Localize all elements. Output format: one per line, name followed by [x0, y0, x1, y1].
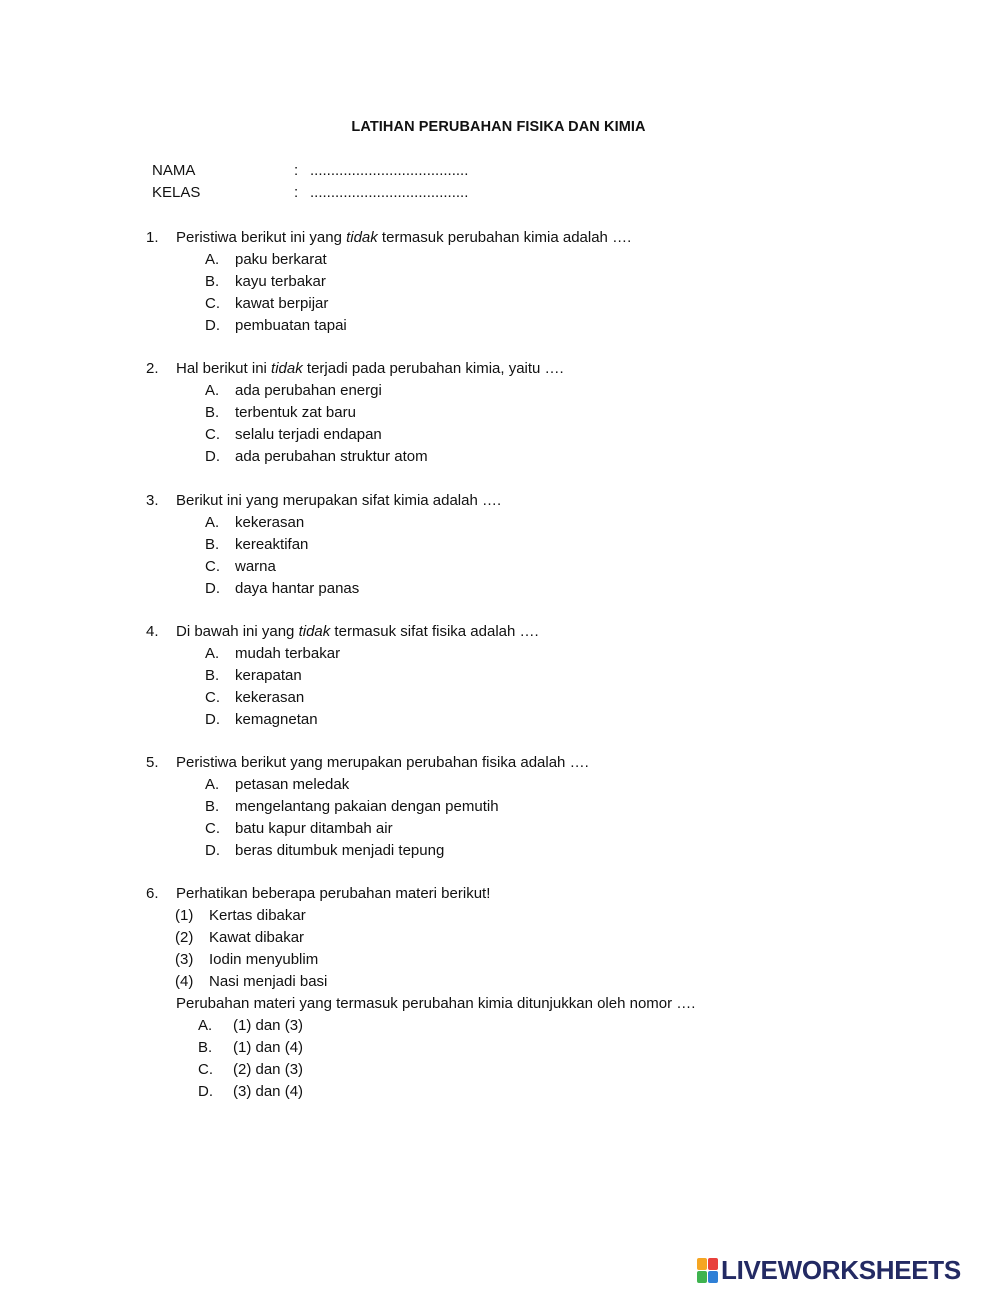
option-b[interactable] [146, 534, 906, 556]
question-4 [146, 621, 906, 731]
question-number: 2. [146, 360, 159, 377]
liveworksheets-logo[interactable] [697, 1256, 961, 1284]
option-letter: D. [205, 842, 220, 859]
option-d[interactable] [146, 315, 906, 337]
option-text: batu kapur ditambah air [235, 820, 393, 837]
option-letter: A. [205, 382, 220, 399]
option-b[interactable] [146, 1037, 906, 1059]
option-c[interactable] [146, 556, 906, 578]
option-letter: B. [205, 273, 220, 290]
option-text: terbentuk zat baru [235, 404, 356, 421]
option-a[interactable] [146, 380, 906, 402]
option-text: ada perubahan struktur atom [235, 448, 428, 465]
stem-text: Peristiwa berikut yang merupakan perubahan fisika adalah …. [176, 754, 589, 771]
list-item [146, 971, 906, 993]
option-text: kerapatan [235, 667, 302, 684]
question-stem [146, 621, 906, 643]
option-a[interactable] [146, 774, 906, 796]
item-text: Iodin menyublim [209, 951, 319, 968]
question-number: 3. [146, 492, 159, 509]
nama-label: NAMA [152, 162, 196, 179]
item-number: (1) [175, 907, 194, 924]
question-2 [146, 358, 906, 468]
option-text: (1) dan (4) [233, 1039, 304, 1056]
logo-block-4 [708, 1271, 718, 1283]
item-number: (3) [175, 951, 194, 968]
question-number: 1. [146, 229, 159, 246]
stem-text: Perhatikan beberapa perubahan materi berikut! [176, 885, 491, 902]
option-letter: A. [205, 514, 220, 531]
option-a[interactable] [146, 249, 906, 271]
option-text: beras ditumbuk menjadi tepung [235, 842, 445, 859]
question-6 [146, 883, 906, 1103]
nama-colon: : [294, 162, 299, 179]
option-letter: D. [198, 1083, 213, 1100]
stem-text-end: termasuk perubahan kimia adalah …. [377, 229, 632, 246]
option-letter: D. [205, 580, 220, 597]
option-letter: D. [205, 448, 220, 465]
option-d[interactable] [146, 709, 906, 731]
question-number: 6. [146, 885, 159, 902]
option-b[interactable] [146, 665, 906, 687]
option-text: mudah terbakar [235, 645, 341, 662]
stem-text: Hal berikut ini [176, 360, 272, 377]
option-d[interactable] [146, 1081, 906, 1103]
option-c[interactable] [146, 293, 906, 315]
option-text: (3) dan (4) [233, 1083, 304, 1100]
stem-emphasis: tidak [346, 229, 378, 246]
option-letter: B. [205, 667, 220, 684]
question-stem [146, 490, 906, 512]
option-text: kekerasan [235, 514, 305, 531]
option-c[interactable] [146, 687, 906, 709]
option-letter: D. [205, 711, 220, 728]
option-b[interactable] [146, 271, 906, 293]
stem-emphasis: tidak [298, 623, 331, 640]
option-d[interactable] [146, 446, 906, 468]
stem-text: Berikut ini yang merupakan sifat kimia adalah …. [176, 492, 502, 509]
item-text: Kertas dibakar [209, 907, 306, 924]
option-letter: C. [205, 426, 220, 443]
option-d[interactable] [146, 578, 906, 600]
option-text: warna [235, 558, 276, 575]
logo-blocks-icon [697, 1258, 718, 1283]
stem-text-end: termasuk sifat fisika adalah …. [330, 623, 539, 640]
option-text: (2) dan (3) [233, 1061, 304, 1078]
option-text: daya hantar panas [235, 580, 360, 597]
item-number: (2) [175, 929, 194, 946]
list-item [146, 949, 906, 971]
option-letter: A. [205, 645, 220, 662]
option-letter: C. [205, 295, 220, 312]
option-text: kemagnetan [235, 711, 318, 728]
option-letter: B. [205, 798, 220, 815]
option-letter: B. [198, 1039, 213, 1056]
option-text: kereaktifan [235, 536, 309, 553]
option-a[interactable] [146, 512, 906, 534]
nama-row [152, 162, 468, 179]
option-a[interactable] [146, 643, 906, 665]
question-stem [146, 358, 906, 380]
kelas-blank[interactable]: ...................................... [310, 184, 469, 201]
option-letter: A. [205, 776, 220, 793]
option-text: kekerasan [235, 689, 305, 706]
question-5 [146, 752, 906, 862]
option-text: (1) dan (3) [233, 1017, 304, 1034]
list-item [146, 905, 906, 927]
logo-text: LIVEWORKSHEETS [721, 1254, 961, 1285]
stem-text: Di bawah ini yang [176, 623, 299, 640]
stem-text-end: terjadi pada perubahan kimia, yaitu …. [302, 360, 564, 377]
option-letter: B. [205, 536, 220, 553]
option-text: paku berkarat [235, 251, 327, 268]
question-1 [146, 227, 906, 337]
item-number: (4) [175, 973, 194, 990]
option-d[interactable] [146, 840, 906, 862]
option-letter: A. [198, 1017, 213, 1034]
option-b[interactable] [146, 402, 906, 424]
option-text: pembuatan tapai [235, 317, 347, 334]
option-text: selalu terjadi endapan [235, 426, 382, 443]
option-c[interactable] [146, 1059, 906, 1081]
option-text: kawat berpijar [235, 295, 329, 312]
stem-emphasis: tidak [271, 360, 303, 377]
stem-text: Peristiwa berikut ini yang [176, 229, 347, 246]
option-a[interactable] [146, 1015, 906, 1037]
logo-block-2 [708, 1258, 718, 1270]
option-letter: C. [198, 1061, 213, 1078]
item-text: Nasi menjadi basi [209, 973, 328, 990]
question-prompt: Perubahan materi yang termasuk perubahan kimia ditunjukkan oleh nomor …. [176, 995, 696, 1012]
question-stem [146, 883, 906, 905]
worksheet-title: LATIHAN PERUBAHAN FISIKA DAN KIMIA [351, 119, 646, 135]
nama-blank[interactable]: ...................................... [310, 162, 469, 179]
option-letter: B. [205, 404, 220, 421]
option-letter: D. [205, 317, 220, 334]
kelas-row [152, 184, 468, 201]
question-stem [146, 752, 906, 774]
question-3 [146, 490, 906, 600]
option-letter: A. [205, 251, 220, 268]
question-number: 5. [146, 754, 159, 771]
kelas-label: KELAS [152, 184, 201, 201]
option-c[interactable] [146, 818, 906, 840]
option-text: ada perubahan energi [235, 382, 382, 399]
kelas-colon: : [294, 184, 299, 201]
question-number: 4. [146, 623, 159, 640]
option-letter: C. [205, 558, 220, 575]
item-text: Kawat dibakar [209, 929, 305, 946]
option-text: petasan meledak [235, 776, 350, 793]
option-text: mengelantang pakaian dengan pemutih [235, 798, 499, 815]
option-c[interactable] [146, 424, 906, 446]
logo-block-3 [697, 1271, 707, 1283]
option-letter: C. [205, 689, 220, 706]
option-text: kayu terbakar [235, 273, 326, 290]
option-b[interactable] [146, 796, 906, 818]
list-item [146, 927, 906, 949]
option-letter: C. [205, 820, 220, 837]
question-stem [146, 227, 906, 249]
logo-block-1 [697, 1258, 707, 1270]
